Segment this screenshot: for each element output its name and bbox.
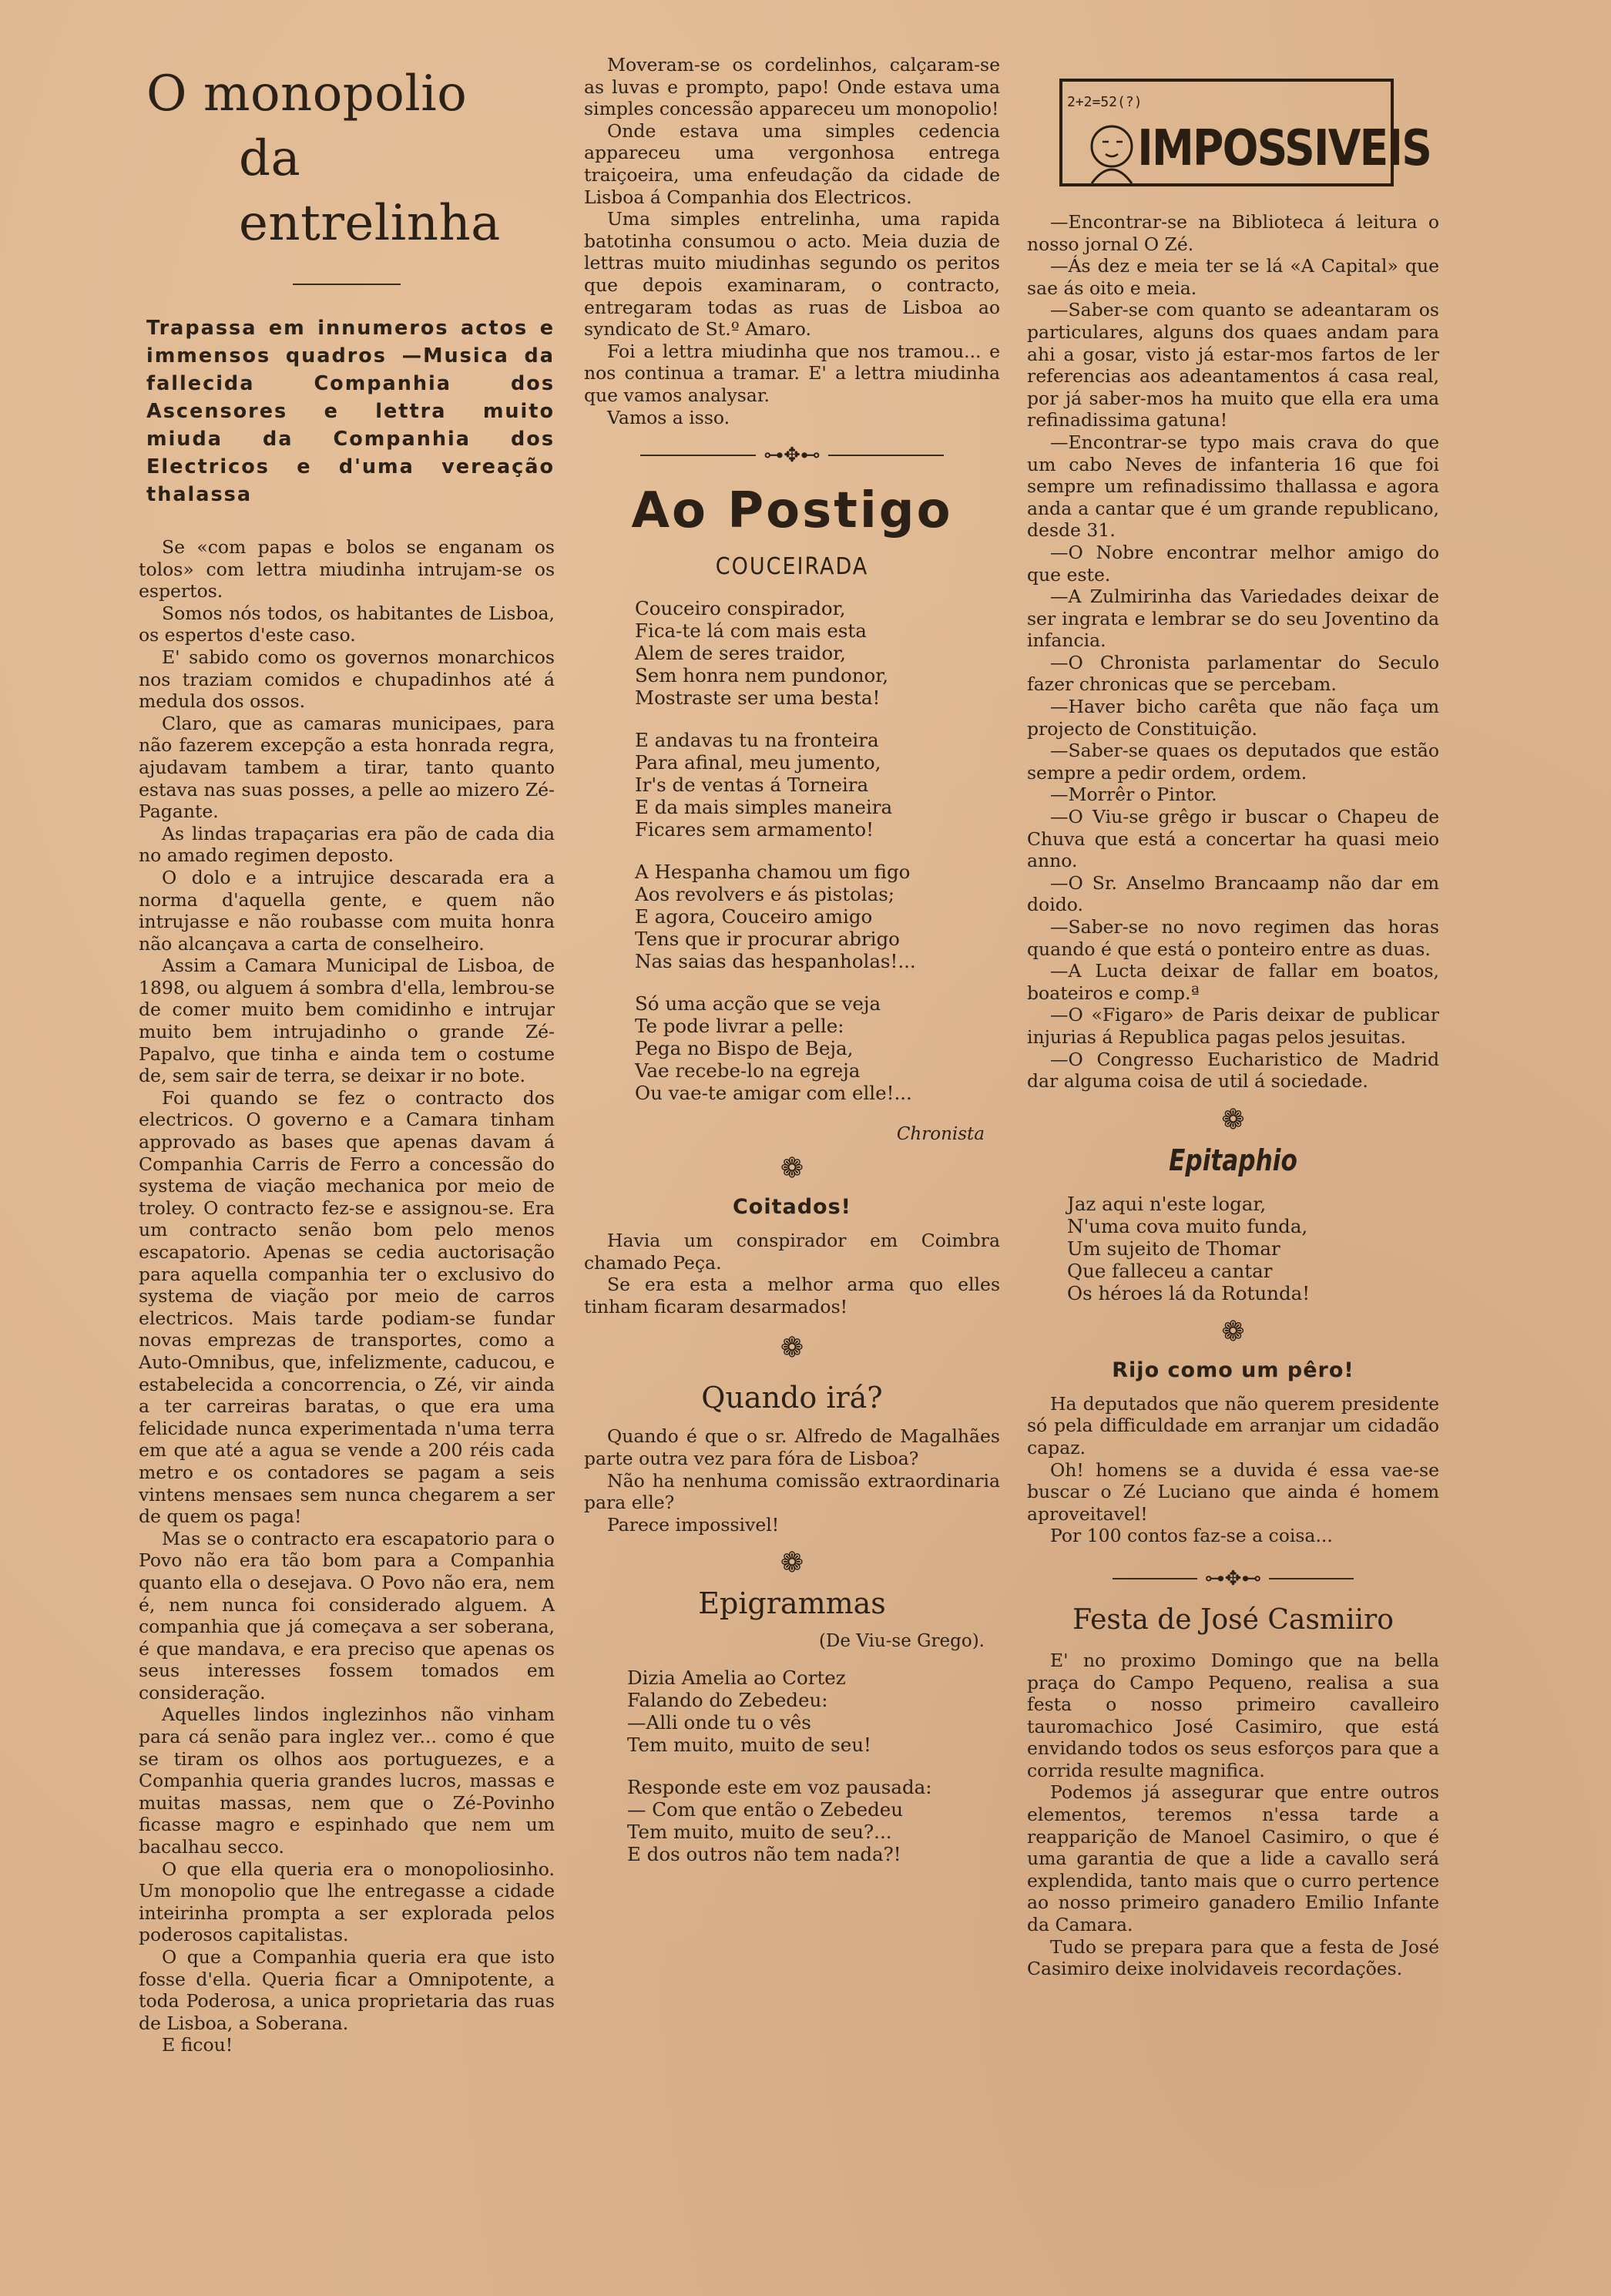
list-item: —O «Figaro» de Paris deixar de publicar injurias á Republica pagas pelos jesuitas. xyxy=(1027,1004,1439,1048)
paragraph: Parece impossivel! xyxy=(607,1513,780,1536)
title-coitados: Coitados! xyxy=(732,1195,851,1220)
poem-line: Tem muito, muito de seu! xyxy=(627,1734,871,1757)
quando-ira-body xyxy=(584,1425,1000,1536)
paragraph: Quando é que o sr. Alfredo de Magalhães parte outra vez para fóra de Lisboa? xyxy=(584,1425,1000,1470)
paragraph: Claro, que as camaras municipaes, para não fazerem excepção a esta honrada regra, ajudavam tambem a tirar, tanto quanto estava nas suas posses, a pelle ao mizero Zé-Pagante. xyxy=(139,712,555,823)
paragraph: Oh! homens se a duvida é essa vae-se buscar o Zé Luciano que ainda é homem aproveitavel! xyxy=(1027,1458,1439,1525)
festa-body xyxy=(1027,1650,1439,1980)
paragraph: Havia um conspirador em Coimbra chamado Peça. xyxy=(584,1230,1000,1274)
flower-ornament-icon: ❁ xyxy=(780,1547,804,1579)
title-epitaphio: Epitaphio xyxy=(1169,1143,1297,1177)
epigrammas-author: (De Viu-se Grego). xyxy=(818,1631,985,1652)
impossiveis-list xyxy=(1027,211,1439,1093)
paragraph: Uma simples entrelinha, uma rapida batotinha consumou o acto. Meia duzia de lettras muito miudinhas segundo os peritos que depois examinaram, o contracto, entregaram todas as ruas de Lisboa ao syndicato de St.º Amaro. xyxy=(584,208,1000,341)
paragraph: Mas se o contracto era escapatorio para o Povo não era tão bom para a Companhia quanto ella o desejava. O Povo não era, nem é, nem nunca foi considerado alguem. A companhia que já começava a ser soberana, é que mandava, e era preciso que apenas os seus interesses fossem tomados em consideração. xyxy=(139,1527,555,1704)
paragraph: Aquelles lindos inglezinhos não vinham para cá senão para inglez ver... como é que se tiram os olhos aos portuguezes, e a Companhia queria grandes lucros, massas e muitas massas, nem que o Zé-Povinho ficasse magro e espinhado que nem um bacalhau secco. xyxy=(139,1704,555,1858)
poem-line: Fica-te lá com mais esta xyxy=(635,619,867,643)
paragraph: E ficou! xyxy=(162,2034,233,2056)
poem-epigrammas xyxy=(627,1667,1000,1865)
column-right xyxy=(1027,54,1439,1980)
poem-line: Pega no Bispo de Beja, xyxy=(635,1037,854,1060)
list-item: —O Nobre encontrar melhor amigo do que este. xyxy=(1027,541,1439,586)
paragraph: Podemos já assegurar que entre outros elementos, teremos n'essa tarde a reapparição de Manoel Casimiro, o que é uma garantia de que a lide a cavallo será explendida, tanto mais que o curro pertence ao nosso primeiro ganadero Emilio Infante da Camara. xyxy=(1027,1781,1439,1936)
list-item: —A Lucta deixar de fallar em boatos, boateiros e comp.ª xyxy=(1027,960,1439,1004)
impossiveis-banner-icon xyxy=(1058,76,1431,191)
section-title-ao-postigo: Ao Postigo xyxy=(631,482,953,540)
stanza xyxy=(635,729,1000,841)
poem-line: Sem honra nem pundonor, xyxy=(635,664,889,687)
flower-ornament-icon: ❁ xyxy=(780,1332,804,1365)
poem-line: Tens que ir procurar abrigo xyxy=(635,928,900,951)
poem-line: Que falleceu a cantar xyxy=(1067,1259,1273,1282)
poem-line: E dos outros não tem nada?! xyxy=(627,1843,901,1866)
paragraph: Foi a lettra miudinha que nos tramou... e nos continua a tramar. E' a lettra miudinha que vamos analysar. xyxy=(584,340,1000,406)
poem-line: N'uma cova muito funda, xyxy=(1067,1214,1308,1237)
poem-line: Ficares sem armamento! xyxy=(635,818,874,841)
paragraph: Tudo se prepara para que a festa de José Casimiro deixe inolvidaveis recordações. xyxy=(1027,1935,1439,1980)
paragraph: Vamos a isso. xyxy=(607,406,730,428)
paragraph: Foi quando se fez o contracto dos electricos. O governo e a Camara tinham approvado as bases que apenas davam á Companhia Carris de Ferro a concessão do systema de viação mechanica por meio de troley. O contracto fez-se e assignou-se. Era um contracto senão bom pelo menos escapatorio. Apenas se cedia auctorisação para aquella companhia ter o exclusivo do systema de viação por meio de carros electricos. Mais tarde podiam-se fundar novas emprezas de transportes, como a Auto-Omnibus, que, infelizmente, caducou, e estabelecida a concorrencia, o Zé, vir ainda a ter carreiras baratas, o que era uma felicidade nunca experimentada n'uma terra em que até a agua se vende a 200 réis cada metro e os contadores se pagam a seis vintens mensaes sem nunca chegarem a ser de quem os paga! xyxy=(139,1086,555,1528)
poem-line: Jaz aqui n'este logar, xyxy=(1067,1192,1267,1215)
poem-line: Aos revolvers e ás pistolas; xyxy=(635,883,895,906)
poem-line: Ou vae-te amigar com elle!... xyxy=(635,1082,912,1105)
poem-line: Couceiro conspirador, xyxy=(635,597,846,620)
poem-line: E andavas tu na fronteira xyxy=(635,729,879,752)
list-item: —O Congresso Eucharistico de Madrid dar alguma coisa de util á sociedade. xyxy=(1027,1048,1439,1093)
paragraph: O que a Companhia queria era que isto fosse d'ella. Queria ficar a Omnipotente, a toda Poderosa, a unica proprietaria das ruas de Lisboa, a Soberana. xyxy=(139,1946,555,2034)
poem-line: Falando do Zebedeu: xyxy=(627,1689,828,1712)
paragraph: Onde estava uma simples cedencia appareceu uma vergonhosa entrega traiçoeira, uma enfeudação da cidade de Lisboa á Companhia dos Electricos. xyxy=(584,119,1000,208)
flower-ornament-icon: ❁ xyxy=(1221,1103,1245,1136)
list-item: —Ás dez e meia ter se lá «A Capital» que sae ás oito e meia. xyxy=(1027,255,1439,299)
poem-line: —Alli onde tu o vês xyxy=(627,1711,811,1734)
list-item: —O Viu-se grêgo ir buscar o Chapeu de Chuva que está a concertar ha quasi meio anno. xyxy=(1027,806,1439,872)
poem-epitaphio xyxy=(1067,1193,1439,1304)
stanza xyxy=(627,1776,1000,1865)
list-item: —Encontrar-se typo mais crava do que um cabo Neves de infanteria 16 que foi sempre um refinadissimo thallassa e agora anda a cantar que é um grande republicano, desde 31. xyxy=(1027,431,1439,542)
paragraph: Se era esta a melhor arma quo elles tinham ficaram desarmados! xyxy=(584,1274,1000,1318)
poem-line: Nas saias das hespanholas!... xyxy=(635,950,916,973)
list-item: —Saber-se quaes os deputados que estão sempre a pedir ordem, ordem. xyxy=(1027,740,1439,784)
paragraph: Assim a Camara Municipal de Lisboa, de 1898, ou alguem á sombra d'ella, lembrou-se de comer muito bem comidinho e intrujar muito bem intrujadinho o grande Zé-Papalvo, que tinha e ainda tem o costume de, sem sair de terra, se deixar ir no bote. xyxy=(139,955,555,1087)
paragraph: Não ha nenhuma comissão extraordinaria para elle? xyxy=(584,1469,1000,1514)
paragraph: As lindas trapaçarias era pão de cada dia no amado regimen deposto. xyxy=(139,822,555,867)
poem-line: Um sujeito de Thomar xyxy=(1067,1237,1280,1260)
title-quando-ira: Quando irá? xyxy=(701,1381,883,1415)
column-left xyxy=(139,54,555,2056)
coitados-body xyxy=(584,1230,1000,1318)
poem-line: Mostraste ser uma besta! xyxy=(635,686,881,710)
stanza xyxy=(635,992,1000,1104)
article-body xyxy=(139,536,555,2056)
list-item: —Encontrar-se na Biblioteca á leitura o nosso jornal O Zé. xyxy=(1027,211,1439,255)
poem-line: E agora, Couceiro amigo xyxy=(635,905,873,928)
poem-line: Alem de seres traidor, xyxy=(635,642,846,665)
subheadline: Trapassa em innumeros actos e immensos quadros —Musica da fallecida Companhia dos Ascensores e lettra muito miuda da Companhia dos Electricos e d'uma vereação thalassa xyxy=(146,317,555,506)
impossiveis-banner xyxy=(1058,76,1431,191)
poem-line: Te pode livrar a pelle: xyxy=(635,1015,844,1038)
poem-line: E da mais simples maneira xyxy=(635,796,893,819)
list-item: —Morrêr o Pintor. xyxy=(1050,784,1217,806)
headline-line-1: O monopolio xyxy=(146,65,468,123)
poem-line: Para afinal, meu jumento, xyxy=(635,751,881,774)
poem-title-couceirada: COUCEIRADA xyxy=(715,553,869,581)
stanza xyxy=(627,1667,1000,1756)
svg-text:2+2=52(?): 2+2=52(?) xyxy=(1067,94,1143,110)
stanza xyxy=(635,597,1000,709)
paragraph: Se «com papas e bolos se enganam os tolos» com lettra miudinha intrujam-se os espertos. xyxy=(139,536,555,603)
poem-line: Tem muito, muito de seu?... xyxy=(627,1821,892,1844)
list-item: —O Chronista parlamentar do Seculo fazer chronicas que se percebam. xyxy=(1027,651,1439,696)
poem-line: Responde este em voz pausada: xyxy=(627,1776,932,1799)
poem-line: Os héroes lá da Rotunda! xyxy=(1067,1281,1311,1304)
list-item: —Saber-se no novo regimen das horas quando é que está o ponteiro entre as duas. xyxy=(1027,916,1439,960)
poem-line: Vae recebe-lo na egreja xyxy=(635,1059,861,1083)
signature: Chronista xyxy=(896,1124,985,1145)
column-middle xyxy=(584,54,1000,1885)
paragraph: E' no proximo Domingo que na bella praça do Campo Pequeno, realisa a sua festa o nosso primeiro cavalleiro tauromachico José Casimiro, que está envidando todos os seus esforços para que a corrida resulte magnifica. xyxy=(1027,1649,1439,1781)
article-continuation xyxy=(584,54,1000,428)
paragraph: Moveram-se os cordelinhos, calçaram-se as luvas e prompto, papo! Onde estava uma simples concessão appareceu um monopolio! xyxy=(584,54,1000,120)
ornament-divider: ⊶✥⊷ xyxy=(1027,1567,1439,1590)
poem-line: A Hespanha chamou um figo xyxy=(635,861,911,884)
poem-line: Só uma acção que se veja xyxy=(635,992,881,1015)
poem-line: Dizia Amelia ao Cortez xyxy=(627,1667,846,1690)
headline-line-2: da entrelinha xyxy=(239,130,501,252)
paragraph: O que ella queria era o monopoliosinho. Um monopolio que lhe entregasse a cidade inteirinha prompta a ser explorada pelos poderosos capitalistas. xyxy=(139,1858,555,1946)
paragraph: Ha deputados que não querem presidente só pela difficuldade em arranjar um cidadão capaz. xyxy=(1027,1392,1439,1458)
ornament-divider: ⊶✥⊷ xyxy=(584,444,1000,467)
rijo-body xyxy=(1027,1393,1439,1547)
flower-ornament-icon: ❁ xyxy=(780,1153,804,1185)
poem-line: Ir's de ventas á Torneira xyxy=(635,774,869,797)
title-festa: Festa de José Casmiiro xyxy=(1072,1603,1394,1636)
poem-couceirada xyxy=(635,597,1000,1104)
title-rijo: Rijo como um pêro! xyxy=(1112,1358,1354,1382)
paragraph: Por 100 contos faz-se a coisa... xyxy=(1050,1525,1333,1547)
flower-ornament-icon: ❁ xyxy=(1221,1315,1245,1348)
divider xyxy=(293,284,401,285)
poem-line: — Com que então o Zebedeu xyxy=(627,1798,904,1821)
paragraph: E' sabido como os governos monarchicos nos traziam comidos e chupadinhos até á medula dos ossos. xyxy=(139,646,555,713)
list-item: —Haver bicho carêta que não faça um projecto de Constituição. xyxy=(1027,696,1439,740)
title-epigrammas: Epigrammas xyxy=(698,1586,886,1621)
list-item: —O Sr. Anselmo Brancaamp não dar em doido. xyxy=(1027,871,1439,916)
svg-text:IMPOSSIVEIS: IMPOSSIVEIS xyxy=(1137,120,1431,178)
stanza xyxy=(635,861,1000,972)
paragraph: Somos nós todos, os habitantes de Lisboa, os espertos d'este caso. xyxy=(139,602,555,646)
list-item: —A Zulmirinha das Variedades deixar de ser ingrata e lembrar se do seu Joventino da infancia. xyxy=(1027,586,1439,652)
list-item: —Saber-se com quanto se adeantaram os particulares, alguns dos quaes andam para ahi a gosar, visto já estar-mos fartos de ler referencias aos adeantamentos á casa real, por já saber-mos ha muito que ella era uma refinadissima gatuna! xyxy=(1027,299,1439,431)
paragraph: O dolo e a intrujice descarada era a norma d'aquella gente, e quem não intrujasse e não roubasse com muita honra não alcançava a carta de conselheiro. xyxy=(139,866,555,955)
